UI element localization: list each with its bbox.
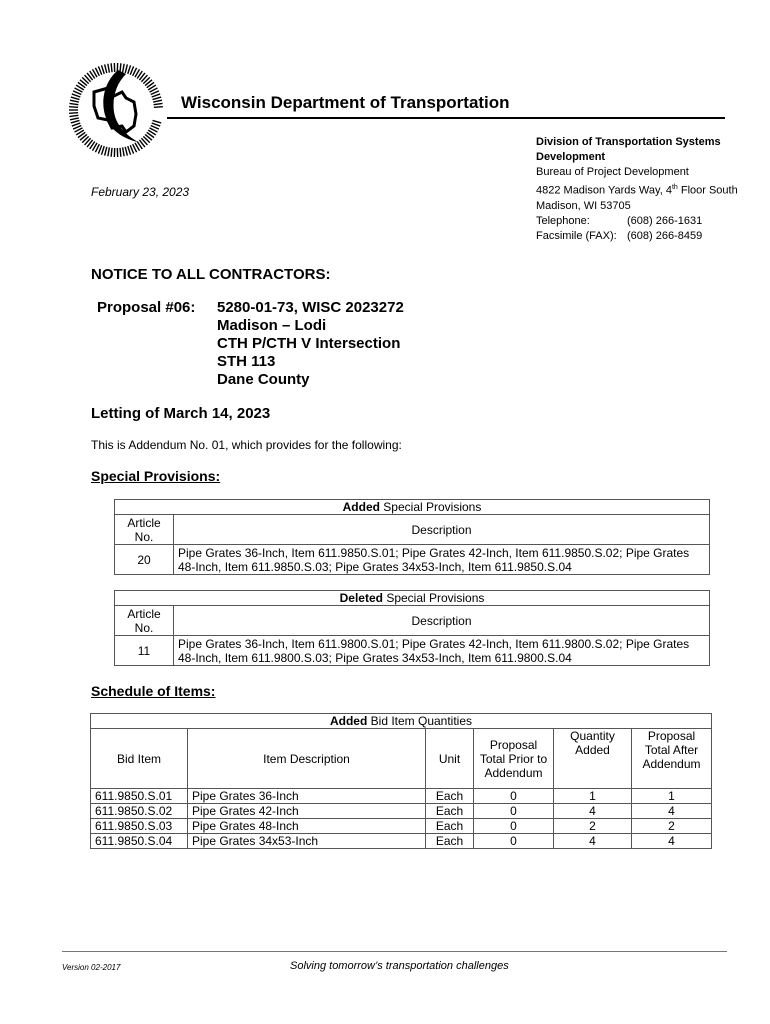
table-row — [115, 545, 710, 575]
column-header-quantity-added: Quantity Added — [554, 729, 632, 789]
bid-item: 611.9850.S.01 — [91, 789, 188, 804]
telephone-label: Telephone: — [536, 215, 590, 227]
logo-swoosh — [103, 70, 138, 142]
street-address: 4822 Madison Yards Way, 4th Floor South — [536, 184, 738, 197]
fax-label: Facsimile (FAX): — [536, 230, 617, 242]
division-address — [536, 135, 738, 214]
total-after: 4 — [632, 804, 712, 819]
table-caption: Deleted Special Provisions — [115, 591, 710, 606]
title-divider — [167, 117, 725, 119]
provision-description: Pipe Grates 36-Inch, Item 611.9850.S.01; Pipe Grates 42-Inch, Item 611.9850.S.02; Pipe Grates 48-Inch, Item 611.9850.S.03; Pipe Grates 34x53-Inch, Item 611.9850.S.04 — [174, 545, 710, 575]
table-row — [115, 636, 710, 666]
table-caption: Added Special Provisions — [115, 500, 710, 515]
bid-item: 611.9850.S.04 — [91, 834, 188, 849]
unit: Each — [426, 819, 474, 834]
unit: Each — [426, 789, 474, 804]
footer-divider — [62, 951, 727, 952]
contact-info — [536, 214, 702, 244]
version-label: Version 02-2017 — [62, 963, 121, 972]
article-number: 20 — [115, 545, 174, 575]
telephone-number: (608) 266-1631 — [627, 215, 703, 227]
added-special-provisions-table — [114, 499, 710, 575]
table-caption: Added Bid Item Quantities — [91, 714, 712, 729]
footer-tagline: Solving tomorrow’s transportation challenges — [290, 960, 509, 972]
deleted-special-provisions-table — [114, 590, 710, 666]
bureau: Bureau of Project Development — [536, 166, 689, 178]
total-prior: 0 — [474, 804, 554, 819]
wisdot-logo — [64, 62, 168, 158]
addendum-intro: This is Addendum No. 01, which provides for the following: — [91, 438, 402, 452]
column-header-article: Article No. — [115, 515, 174, 545]
quantity-added: 4 — [554, 804, 632, 819]
table-row — [91, 804, 712, 819]
column-header-description: Description — [174, 515, 710, 545]
table-row — [91, 834, 712, 849]
item-description: Pipe Grates 42-Inch — [188, 804, 426, 819]
unit: Each — [426, 834, 474, 849]
total-prior: 0 — [474, 819, 554, 834]
unit: Each — [426, 804, 474, 819]
total-after: 1 — [632, 789, 712, 804]
proposal-line: CTH P/CTH V Intersection — [217, 335, 401, 352]
letting-date: Letting of March 14, 2023 — [91, 405, 271, 422]
bid-item-quantities-table — [90, 713, 712, 849]
column-header-total-after: Proposal Total After Addendum — [632, 729, 712, 789]
column-header-total-prior: Proposal Total Prior to Addendum — [474, 729, 554, 789]
agency-title: Wisconsin Department of Transportation — [181, 93, 510, 112]
total-prior: 0 — [474, 834, 554, 849]
item-description: Pipe Grates 36-Inch — [188, 789, 426, 804]
total-after: 4 — [632, 834, 712, 849]
total-prior: 0 — [474, 789, 554, 804]
bid-item: 611.9850.S.03 — [91, 819, 188, 834]
column-header-unit: Unit — [426, 729, 474, 789]
notice-heading: NOTICE TO ALL CONTRACTORS: — [91, 266, 331, 283]
proposal-line: 5280-01-73, WISC 2023272 — [217, 299, 404, 316]
letter-date: February 23, 2023 — [91, 185, 190, 199]
proposal-line: STH 113 — [217, 353, 276, 370]
special-provisions-heading: Special Provisions: — [91, 468, 221, 484]
total-after: 2 — [632, 819, 712, 834]
city-state-zip: Madison, WI 53705 — [536, 199, 631, 212]
article-number: 11 — [115, 636, 174, 666]
bid-item: 611.9850.S.02 — [91, 804, 188, 819]
column-header-description: Description — [174, 606, 710, 636]
proposal-details — [217, 299, 404, 389]
column-header-bid-item: Bid Item — [91, 729, 188, 789]
division-line2: Development — [536, 151, 606, 163]
division-line1: Division of Transportation Systems — [536, 136, 721, 148]
schedule-of-items-heading: Schedule of Items: — [91, 683, 216, 699]
item-description: Pipe Grates 34x53-Inch — [188, 834, 426, 849]
provision-description: Pipe Grates 36-Inch, Item 611.9800.S.01; Pipe Grates 42-Inch, Item 611.9800.S.02; Pipe Grates 48-Inch, Item 611.9800.S.03; Pipe Grates 34x53-Inch, Item 611.9800.S.04 — [174, 636, 710, 666]
table-row — [91, 819, 712, 834]
item-description: Pipe Grates 48-Inch — [188, 819, 426, 834]
proposal-line: Madison – Lodi — [217, 317, 327, 334]
proposal-label: Proposal #06: — [97, 299, 196, 316]
quantity-added: 2 — [554, 819, 632, 834]
fax-number: (608) 266-8459 — [627, 230, 703, 242]
quantity-added: 1 — [554, 789, 632, 804]
column-header-item-description: Item Description — [188, 729, 426, 789]
table-row — [91, 789, 712, 804]
column-header-article: Article No. — [115, 606, 174, 636]
quantity-added: 4 — [554, 834, 632, 849]
proposal-line: Dane County — [217, 371, 310, 388]
